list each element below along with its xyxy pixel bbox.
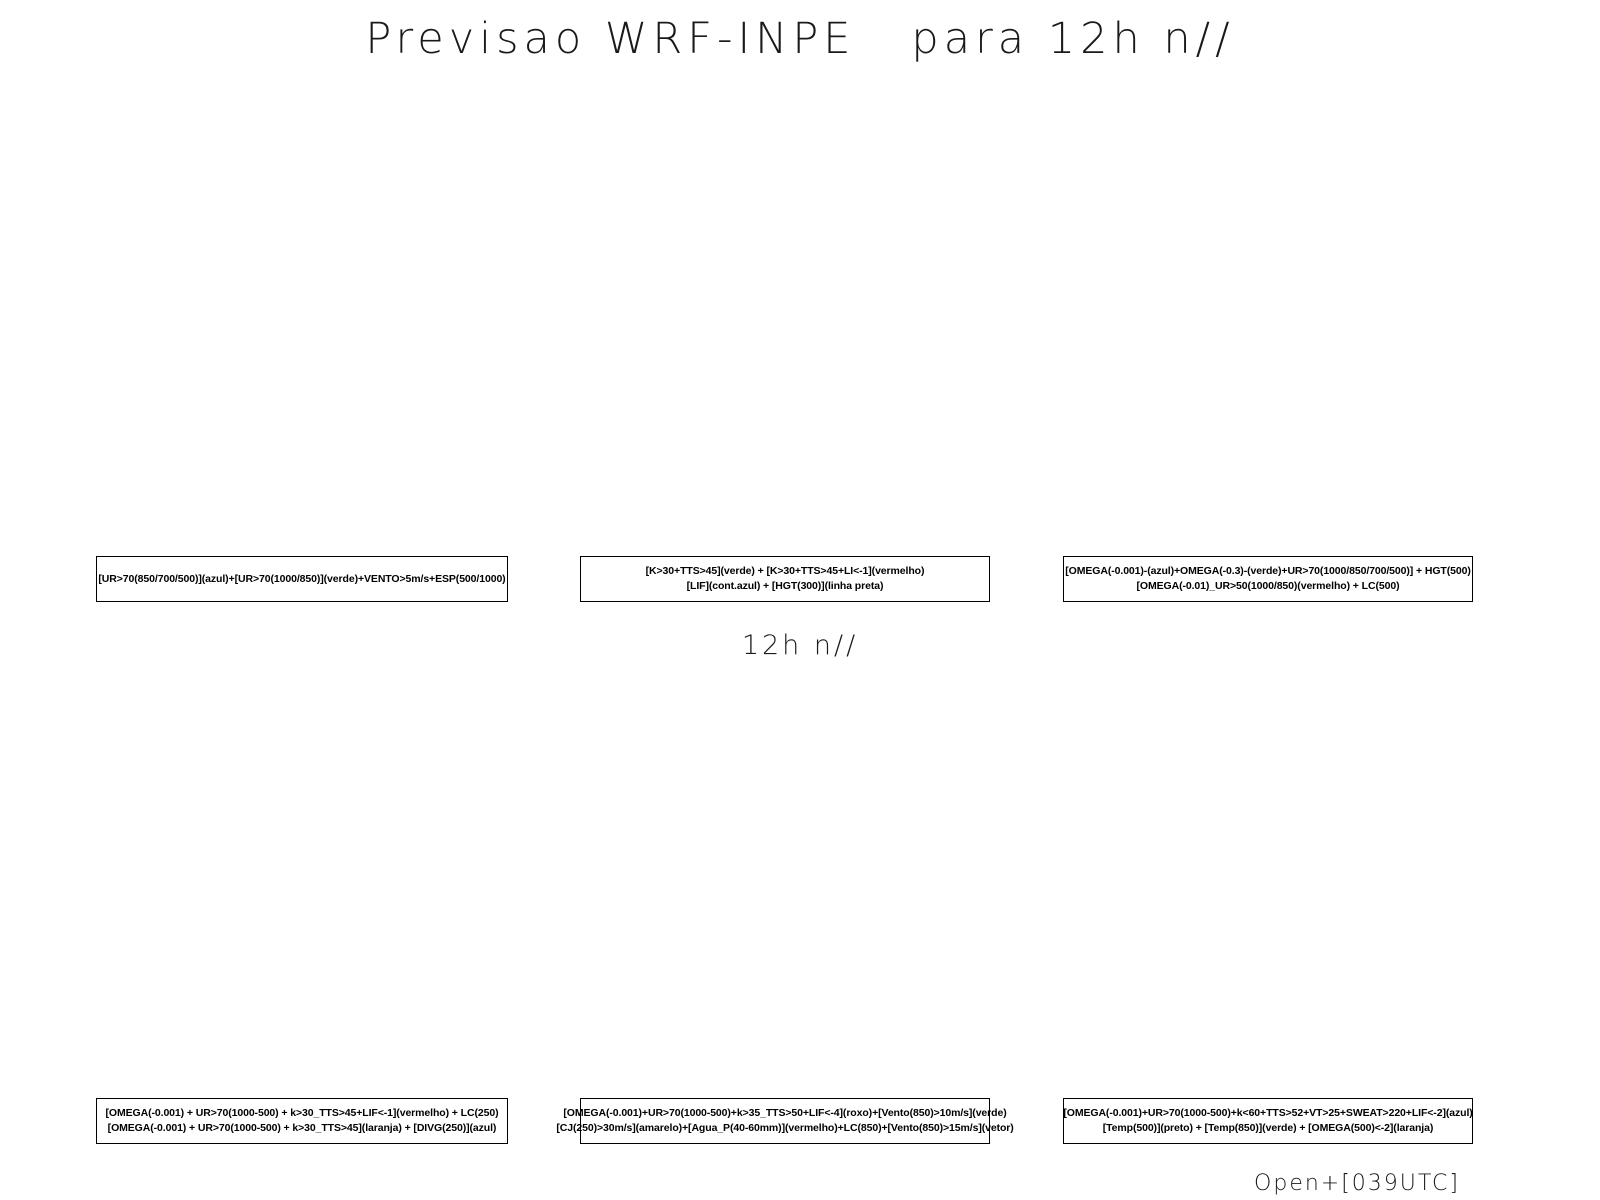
legend-box-top-left [96,556,508,602]
legend-line: [OMEGA(-0.001)+UR>70(1000-500)+k>35_TTS>50+LIF<-4](roxo)+[Vento(850)>10m/s](verde) [563,1107,1007,1119]
legend-box-top-center [580,556,990,602]
legend-line: [UR>70(850/700/500)](azul)+[UR>70(1000/850)](verde)+VENTO>5m/s+ESP(500/1000) [98,572,506,585]
legend-line: [CJ(250)>30m/s](amarelo)+[Agua_P(40-60mm)](vermelho)+LC(850)+[Vento(850)>15m/s](vetor) [556,1122,1014,1134]
legend-box-bottom-left [96,1098,508,1144]
legend-box-bottom-center [556,1098,1014,1144]
legend-box-top-right [1063,556,1473,602]
legend-line: [K>30+TTS>45](verde) + [K>30+TTS>45+LI<-1](vermelho) [645,565,925,577]
legend-line: [OMEGA(-0.001)+UR>70(1000-500)+k<60+TTS>52+VT>25+SWEAT>220+LIF<-2](azul) [1063,1107,1473,1119]
legend-line: [OMEGA(-0.01)_UR>50(1000/850)(vermelho) + LC(500) [1136,580,1400,592]
footer-timestamp: Open+[039UTC] [1254,1171,1460,1196]
page-title: Previsao WRF-INPE para 12h n// [365,14,1235,64]
legend-line: [LIF](cont.azul) + [HGT(300)](linha preta) [686,580,884,592]
middle-title: 12h n// [741,630,859,661]
legend-box-bottom-right [1063,1098,1473,1144]
legend-line: [OMEGA(-0.001) + UR>70(1000-500) + k>30_TTS>45](laranja) + [DIVG(250)](azul) [107,1122,497,1134]
legend-line: [OMEGA(-0.001)-(azul)+OMEGA(-0.3)-(verde)+UR>70(1000/850/700/500)] + HGT(500) [1065,565,1471,577]
legend-line: [Temp(500)](preto) + [Temp(850)](verde) + [OMEGA(500)<-2](laranja) [1102,1122,1434,1134]
legend-line: [OMEGA(-0.001) + UR>70(1000-500) + k>30_TTS>45+LIF<-1](vermelho) + LC(250) [105,1107,499,1119]
